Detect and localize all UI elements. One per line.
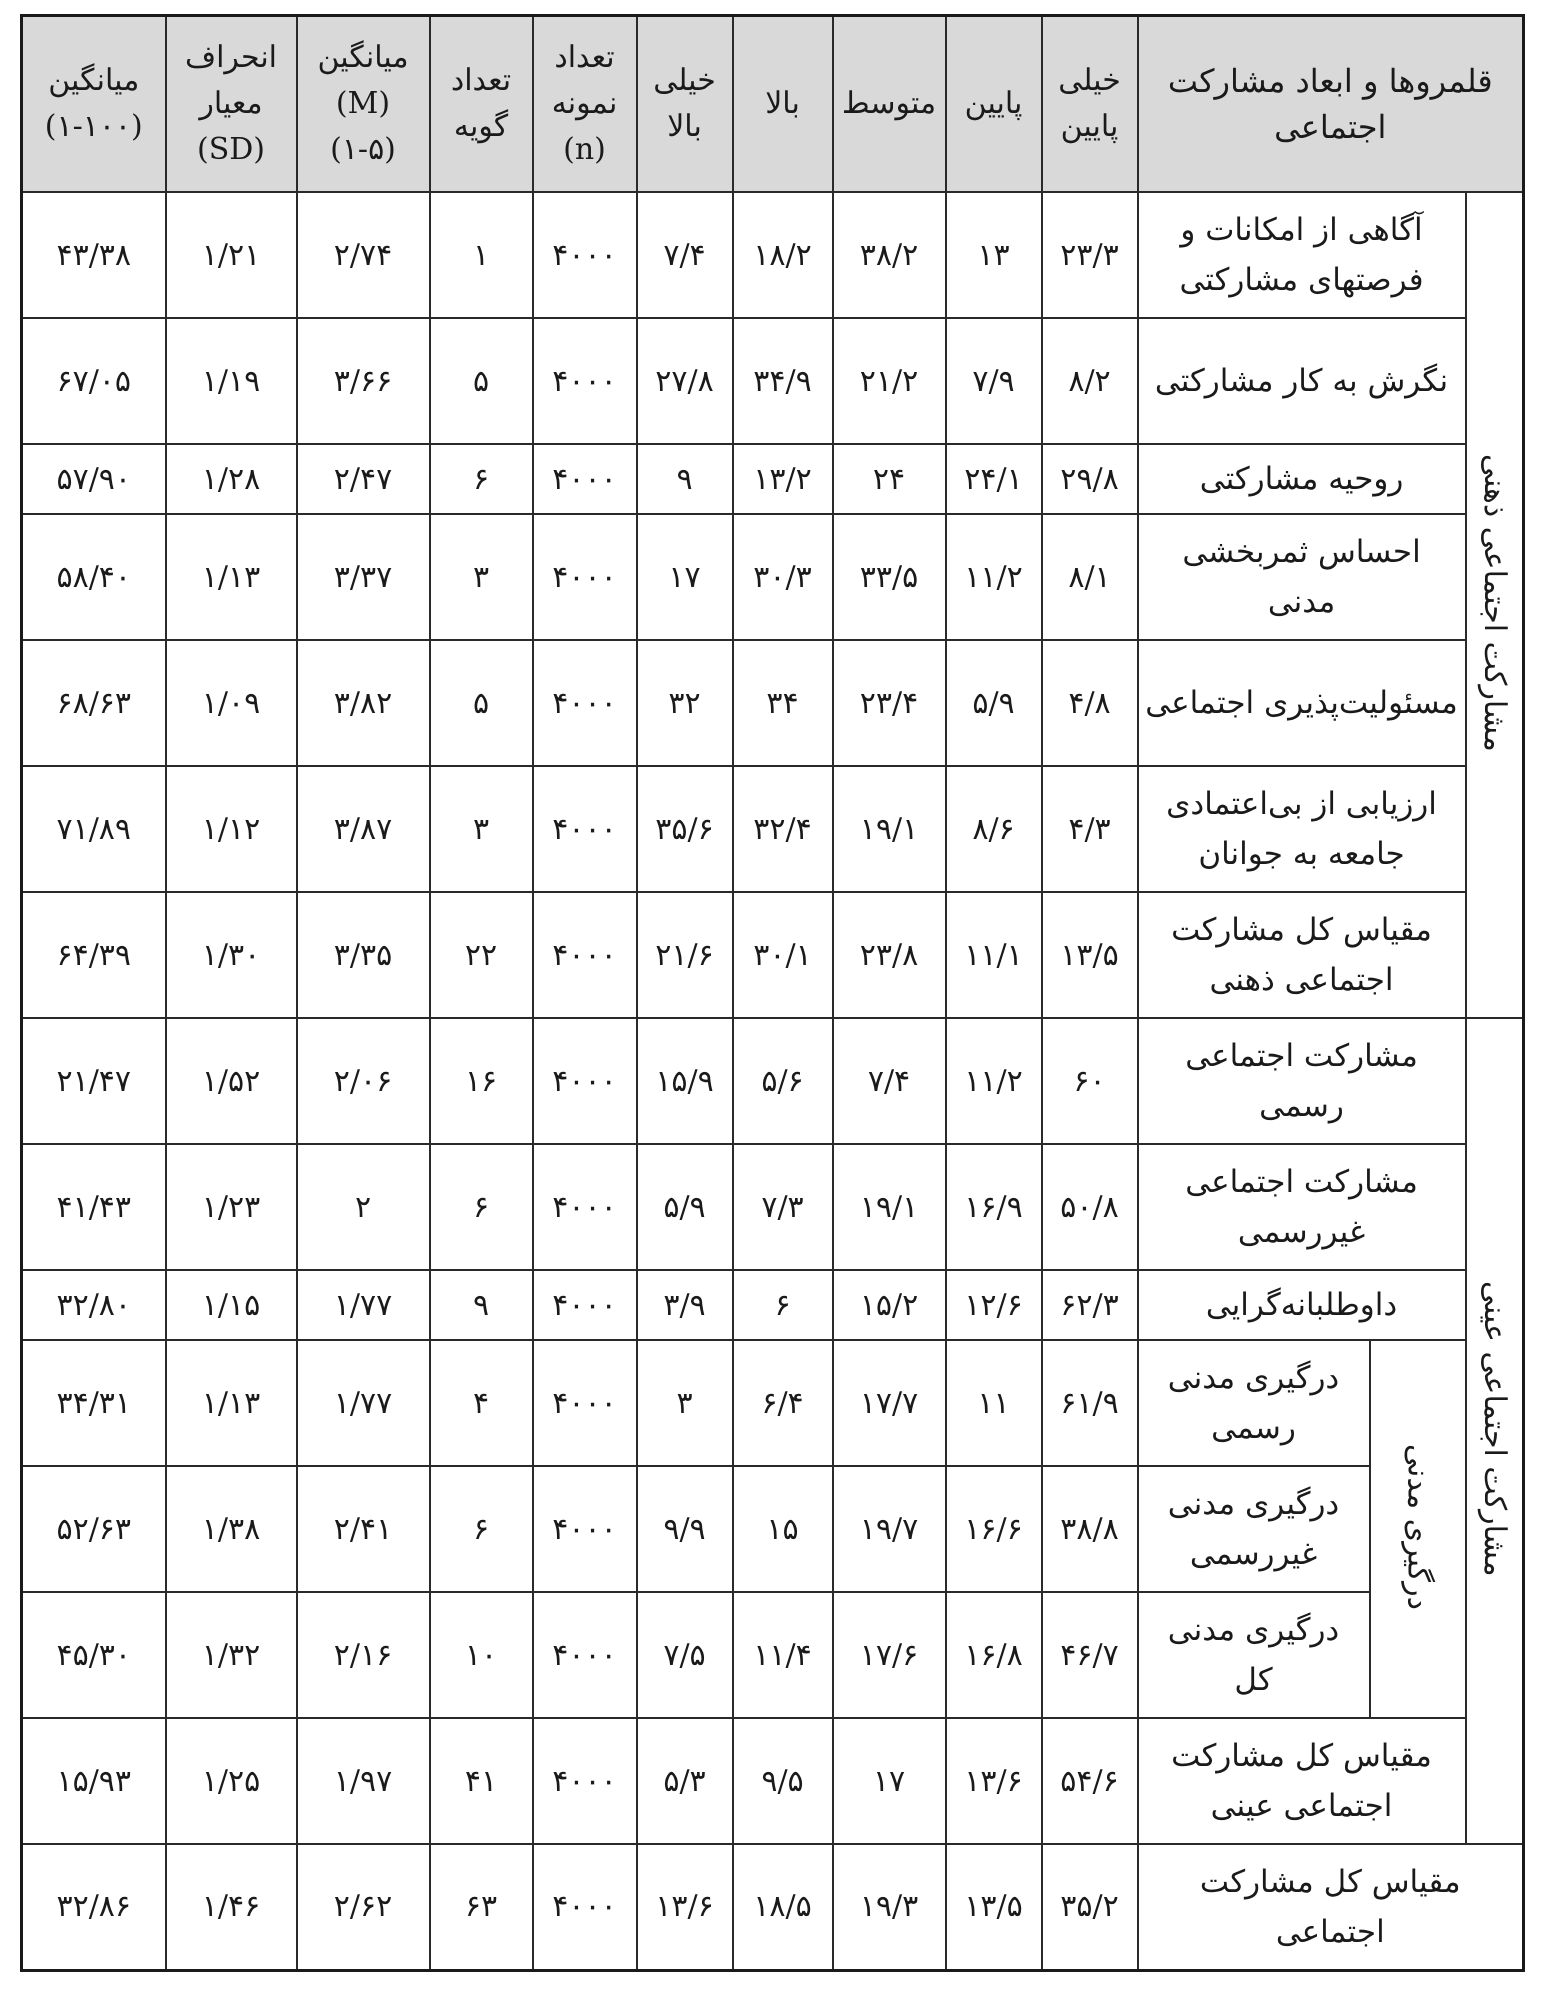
cell-sample-size: ۴۰۰۰ [533, 892, 637, 1018]
cell-medium: ۱۹/۱ [833, 766, 946, 892]
cell-medium: ۱۷/۷ [833, 1340, 946, 1466]
cell-high: ۶ [733, 1270, 833, 1340]
group-subjective-text: مشارکت اجتماعی ذهنی [1477, 454, 1513, 752]
cell-average-100: ۲۱/۴۷ [22, 1018, 166, 1144]
cell-item-count: ۵ [430, 640, 533, 766]
group-subjective [1466, 192, 1524, 1018]
row-label: روحیه مشارکتی [1138, 444, 1466, 514]
cell-low: ۱۱/۲ [946, 514, 1042, 640]
header-very-low: خیلی پایین [1042, 16, 1138, 193]
cell-medium: ۲۳/۴ [833, 640, 946, 766]
cell-very-high: ۳ [637, 1340, 733, 1466]
cell-medium: ۷/۴ [833, 1018, 946, 1144]
cell-std-dev: ۱/۱۵ [166, 1270, 297, 1340]
cell-very-low: ۸/۱ [1042, 514, 1138, 640]
cell-average-100: ۶۷/۰۵ [22, 318, 166, 444]
cell-very-high: ۹ [637, 444, 733, 514]
cell-very-high: ۱۷ [637, 514, 733, 640]
cell-std-dev: ۱/۱۳ [166, 514, 297, 640]
cell-very-high: ۷/۴ [637, 192, 733, 318]
cell-very-low: ۳۵/۲ [1042, 1844, 1138, 1970]
group-civic-engagement-text: درگیری مدنی [1400, 1444, 1436, 1610]
cell-average-100: ۴۵/۳۰ [22, 1592, 166, 1718]
cell-medium: ۱۹/۷ [833, 1466, 946, 1592]
header-domain: قلمروها و ابعاد مشارکت اجتماعی [1138, 16, 1524, 193]
row-label: احساس ثمربخشی مدنی [1138, 514, 1466, 640]
cell-sample-size: ۴۰۰۰ [533, 192, 637, 318]
cell-item-count: ۱۶ [430, 1018, 533, 1144]
cell-mean: ۱/۹۷ [297, 1718, 430, 1844]
cell-medium: ۱۷/۶ [833, 1592, 946, 1718]
row-label: درگیری مدنی کل [1138, 1592, 1370, 1718]
cell-average-100: ۷۱/۸۹ [22, 766, 166, 892]
cell-sample-size: ۴۰۰۰ [533, 1144, 637, 1270]
table-row [22, 1018, 1524, 1144]
table-row [22, 192, 1524, 318]
cell-high: ۳۰/۳ [733, 514, 833, 640]
row-label: مسئولیت‌پذیری اجتماعی [1138, 640, 1466, 766]
header-very-high: خیلی بالا [637, 16, 733, 193]
cell-std-dev: ۱/۱۲ [166, 766, 297, 892]
cell-std-dev: ۱/۴۶ [166, 1844, 297, 1970]
cell-average-100: ۳۲/۸۶ [22, 1844, 166, 1970]
cell-item-count: ۵ [430, 318, 533, 444]
cell-very-low: ۲۳/۳ [1042, 192, 1138, 318]
cell-mean: ۲/۶۲ [297, 1844, 430, 1970]
cell-sample-size: ۴۰۰۰ [533, 1270, 637, 1340]
cell-average-100: ۴۳/۳۸ [22, 192, 166, 318]
row-label: درگیری مدنی غیررسمی [1138, 1466, 1370, 1592]
cell-very-low: ۶۱/۹ [1042, 1340, 1138, 1466]
cell-high: ۷/۳ [733, 1144, 833, 1270]
cell-average-100: ۵۸/۴۰ [22, 514, 166, 640]
cell-very-high: ۲۷/۸ [637, 318, 733, 444]
cell-std-dev: ۱/۰۹ [166, 640, 297, 766]
cell-very-low: ۴/۸ [1042, 640, 1138, 766]
cell-item-count: ۶۳ [430, 1844, 533, 1970]
table-row [22, 1270, 1524, 1340]
cell-high: ۳۴ [733, 640, 833, 766]
cell-std-dev: ۱/۲۱ [166, 192, 297, 318]
cell-very-high: ۲۱/۶ [637, 892, 733, 1018]
cell-mean: ۳/۳۷ [297, 514, 430, 640]
cell-low: ۱۳/۵ [946, 1844, 1042, 1970]
cell-very-high: ۷/۵ [637, 1592, 733, 1718]
cell-low: ۱۳/۶ [946, 1718, 1042, 1844]
cell-std-dev: ۱/۳۲ [166, 1592, 297, 1718]
cell-medium: ۲۴ [833, 444, 946, 514]
row-label: مقیاس کل مشارکت اجتماعی عینی [1138, 1718, 1466, 1844]
cell-very-low: ۲۹/۸ [1042, 444, 1138, 514]
cell-medium: ۱۷ [833, 1718, 946, 1844]
cell-medium: ۲۳/۸ [833, 892, 946, 1018]
cell-low: ۱۱/۲ [946, 1018, 1042, 1144]
row-label: آگاهی از امکانات و فرصتهای مشارکتی [1138, 192, 1466, 318]
cell-sample-size: ۴۰۰۰ [533, 318, 637, 444]
cell-medium: ۱۵/۲ [833, 1270, 946, 1340]
participation-table [20, 14, 1525, 1972]
header-std-dev: انحراف معیار (SD) [166, 16, 297, 193]
cell-item-count: ۱ [430, 192, 533, 318]
cell-high: ۱۸/۲ [733, 192, 833, 318]
table-row [22, 892, 1524, 1018]
header-item-count: تعداد گویه [430, 16, 533, 193]
table-row [22, 1340, 1524, 1466]
cell-low: ۱۱ [946, 1340, 1042, 1466]
cell-sample-size: ۴۰۰۰ [533, 1844, 637, 1970]
cell-medium: ۱۹/۱ [833, 1144, 946, 1270]
cell-std-dev: ۱/۳۰ [166, 892, 297, 1018]
row-label: مشارکت اجتماعی رسمی [1138, 1018, 1466, 1144]
cell-mean: ۲/۴۱ [297, 1466, 430, 1592]
cell-mean: ۲/۴۷ [297, 444, 430, 514]
cell-mean: ۱/۷۷ [297, 1270, 430, 1340]
cell-high: ۱۸/۵ [733, 1844, 833, 1970]
cell-low: ۵/۹ [946, 640, 1042, 766]
cell-sample-size: ۴۰۰۰ [533, 766, 637, 892]
cell-std-dev: ۱/۲۸ [166, 444, 297, 514]
cell-sample-size: ۴۰۰۰ [533, 1592, 637, 1718]
cell-std-dev: ۱/۲۵ [166, 1718, 297, 1844]
table-row [22, 318, 1524, 444]
cell-sample-size: ۴۰۰۰ [533, 1466, 637, 1592]
cell-very-high: ۵/۹ [637, 1144, 733, 1270]
header-sample-size: تعداد نمونه (n) [533, 16, 637, 193]
cell-average-100: ۶۸/۶۳ [22, 640, 166, 766]
cell-very-low: ۶۲/۳ [1042, 1270, 1138, 1340]
table-row [22, 444, 1524, 514]
cell-average-100: ۳۴/۳۱ [22, 1340, 166, 1466]
cell-mean: ۲/۷۴ [297, 192, 430, 318]
cell-mean: ۲/۰۶ [297, 1018, 430, 1144]
table-row [22, 1144, 1524, 1270]
group-objective-text: مشارکت اجتماعی عینی [1477, 1281, 1513, 1577]
cell-item-count: ۱۰ [430, 1592, 533, 1718]
cell-average-100: ۱۵/۹۳ [22, 1718, 166, 1844]
cell-low: ۱۱/۱ [946, 892, 1042, 1018]
cell-low: ۱۶/۸ [946, 1592, 1042, 1718]
cell-high: ۱۵ [733, 1466, 833, 1592]
cell-medium: ۱۹/۳ [833, 1844, 946, 1970]
cell-low: ۷/۹ [946, 318, 1042, 444]
cell-very-high: ۹/۹ [637, 1466, 733, 1592]
cell-average-100: ۶۴/۳۹ [22, 892, 166, 1018]
table-row [22, 1718, 1524, 1844]
cell-sample-size: ۴۰۰۰ [533, 640, 637, 766]
cell-very-high: ۱۵/۹ [637, 1018, 733, 1144]
cell-item-count: ۶ [430, 1144, 533, 1270]
cell-sample-size: ۴۰۰۰ [533, 514, 637, 640]
group-objective [1466, 1018, 1524, 1844]
cell-very-low: ۴/۳ [1042, 766, 1138, 892]
row-label: داوطلبانه‌گرایی [1138, 1270, 1466, 1340]
cell-low: ۱۶/۶ [946, 1466, 1042, 1592]
cell-mean: ۱/۷۷ [297, 1340, 430, 1466]
row-label: مقیاس کل مشارکت اجتماعی [1138, 1844, 1524, 1970]
cell-high: ۹/۵ [733, 1718, 833, 1844]
cell-high: ۶/۴ [733, 1340, 833, 1466]
cell-high: ۵/۶ [733, 1018, 833, 1144]
row-label: ارزیابی از بی‌اعتمادی جامعه به جوانان [1138, 766, 1466, 892]
cell-std-dev: ۱/۵۲ [166, 1018, 297, 1144]
cell-very-high: ۳/۹ [637, 1270, 733, 1340]
cell-sample-size: ۴۰۰۰ [533, 1018, 637, 1144]
cell-sample-size: ۴۰۰۰ [533, 1718, 637, 1844]
row-label: نگرش به کار مشارکتی [1138, 318, 1466, 444]
cell-mean: ۳/۶۶ [297, 318, 430, 444]
cell-low: ۸/۶ [946, 766, 1042, 892]
row-label: درگیری مدنی رسمی [1138, 1340, 1370, 1466]
cell-very-low: ۵۴/۶ [1042, 1718, 1138, 1844]
cell-low: ۱۳ [946, 192, 1042, 318]
cell-low: ۱۲/۶ [946, 1270, 1042, 1340]
cell-very-high: ۳۲ [637, 640, 733, 766]
cell-high: ۳۰/۱ [733, 892, 833, 1018]
cell-mean: ۳/۸۷ [297, 766, 430, 892]
cell-item-count: ۲۲ [430, 892, 533, 1018]
header-medium: متوسط [833, 16, 946, 193]
cell-std-dev: ۱/۱۳ [166, 1340, 297, 1466]
table-row [22, 766, 1524, 892]
cell-very-high: ۱۳/۶ [637, 1844, 733, 1970]
cell-std-dev: ۱/۲۳ [166, 1144, 297, 1270]
cell-item-count: ۳ [430, 766, 533, 892]
cell-high: ۱۱/۴ [733, 1592, 833, 1718]
row-label: مشارکت اجتماعی غیررسمی [1138, 1144, 1466, 1270]
cell-low: ۲۴/۱ [946, 444, 1042, 514]
cell-item-count: ۶ [430, 1466, 533, 1592]
cell-very-high: ۵/۳ [637, 1718, 733, 1844]
group-civic-engagement [1370, 1340, 1466, 1718]
cell-mean: ۳/۸۲ [297, 640, 430, 766]
cell-sample-size: ۴۰۰۰ [533, 1340, 637, 1466]
cell-sample-size: ۴۰۰۰ [533, 444, 637, 514]
cell-std-dev: ۱/۱۹ [166, 318, 297, 444]
cell-average-100: ۵۷/۹۰ [22, 444, 166, 514]
cell-medium: ۲۱/۲ [833, 318, 946, 444]
row-label: مقیاس کل مشارکت اجتماعی ذهنی [1138, 892, 1466, 1018]
table-row [22, 1592, 1524, 1718]
cell-very-high: ۳۵/۶ [637, 766, 733, 892]
cell-very-low: ۳۸/۸ [1042, 1466, 1138, 1592]
cell-item-count: ۶ [430, 444, 533, 514]
cell-very-low: ۱۳/۵ [1042, 892, 1138, 1018]
header-high: بالا [733, 16, 833, 193]
cell-average-100: ۴۱/۴۳ [22, 1144, 166, 1270]
cell-std-dev: ۱/۳۸ [166, 1466, 297, 1592]
table-row [22, 1466, 1524, 1592]
header-low: پایین [946, 16, 1042, 193]
cell-item-count: ۳ [430, 514, 533, 640]
cell-low: ۱۶/۹ [946, 1144, 1042, 1270]
cell-item-count: ۴ [430, 1340, 533, 1466]
cell-medium: ۳۳/۵ [833, 514, 946, 640]
cell-mean: ۲/۱۶ [297, 1592, 430, 1718]
header-mean: میانگین (M) (۱-۵) [297, 16, 430, 193]
header-average-100: میانگین (۱-۱۰۰) [22, 16, 166, 193]
cell-high: ۱۳/۲ [733, 444, 833, 514]
table-row [22, 514, 1524, 640]
cell-medium: ۳۸/۲ [833, 192, 946, 318]
cell-item-count: ۴۱ [430, 1718, 533, 1844]
table-row [22, 1844, 1524, 1970]
cell-very-low: ۶۰ [1042, 1018, 1138, 1144]
cell-mean: ۲ [297, 1144, 430, 1270]
cell-high: ۳۲/۴ [733, 766, 833, 892]
cell-mean: ۳/۳۵ [297, 892, 430, 1018]
table-row [22, 640, 1524, 766]
cell-very-low: ۵۰/۸ [1042, 1144, 1138, 1270]
cell-average-100: ۳۲/۸۰ [22, 1270, 166, 1340]
header-row [22, 16, 1524, 193]
cell-very-low: ۴۶/۷ [1042, 1592, 1138, 1718]
cell-very-low: ۸/۲ [1042, 318, 1138, 444]
cell-item-count: ۹ [430, 1270, 533, 1340]
cell-average-100: ۵۲/۶۳ [22, 1466, 166, 1592]
cell-high: ۳۴/۹ [733, 318, 833, 444]
